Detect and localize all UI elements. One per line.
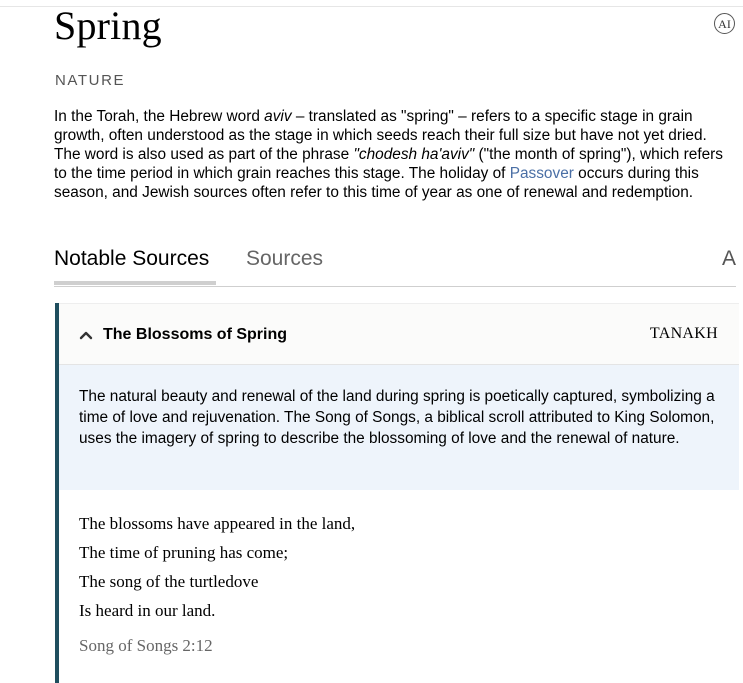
- font-size-toggle[interactable]: A: [721, 247, 736, 270]
- description-text-4: occurs during this season, and Jewish sources often refer to this time of year as one of renewal and redemption.: [54, 165, 699, 201]
- source-tabs: [54, 244, 736, 287]
- verse-line: The blossoms have appeared in the land,: [79, 514, 356, 533]
- card-summary: The natural beauty and renewal of the land during spring is poetically captured, symbolizing a time of love and rejuvenation. The Song of Songs, a biblical scroll attributed to King Solomon, uses the imagery of spring to describe the blossoming of love and the renewal of nature.: [59, 365, 739, 490]
- passover-link[interactable]: Passover: [509, 165, 574, 182]
- active-tab-indicator: [54, 281, 216, 285]
- tab-sources[interactable]: Sources: [246, 247, 324, 270]
- description-term-aviv: aviv: [264, 108, 292, 125]
- card-category-tag[interactable]: TANAKH: [649, 325, 718, 342]
- tab-notable-sources[interactable]: Notable Sources: [54, 247, 210, 270]
- topic-category[interactable]: NATURE: [55, 72, 126, 89]
- description-phrase: "chodesh ha'aviv": [353, 146, 475, 163]
- description-text-2: – translated as "spring" – refers to a specific stage in grain growth, often understood as the stage in which seeds reach their full size but have not yet dried. The word is also used as part of the phrase: [54, 108, 707, 163]
- verse-citation[interactable]: Song of Songs 2:12: [79, 636, 213, 655]
- description-text-3: ("the month of spring"), which refers to the time period in which grain reaches this stage. The holiday of: [54, 146, 723, 182]
- verse-line: Is heard in our land.: [79, 601, 216, 620]
- source-card: [55, 303, 739, 683]
- card-header[interactable]: [59, 303, 739, 365]
- verse-line: The song of the turtledove: [79, 572, 259, 591]
- verse-text[interactable]: [79, 513, 355, 629]
- chevron-up-icon[interactable]: [79, 328, 93, 342]
- ai-badge-icon[interactable]: AI: [714, 13, 735, 34]
- verse-line: The time of pruning has come;: [79, 543, 289, 562]
- description-text-1: In the Torah, the Hebrew word: [54, 108, 265, 125]
- topic-description: [54, 107, 736, 202]
- page-title: Spring: [54, 3, 162, 48]
- card-title[interactable]: The Blossoms of Spring: [103, 326, 288, 343]
